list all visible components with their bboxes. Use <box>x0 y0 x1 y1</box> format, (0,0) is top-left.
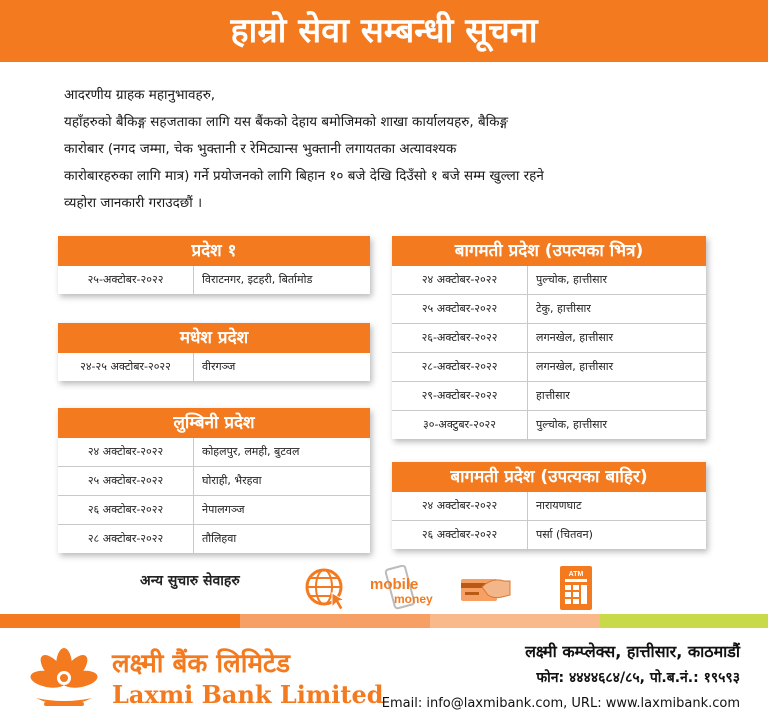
intro-greeting: आदरणीय ग्राहक महानुभावहरु, <box>64 87 216 103</box>
table-row <box>392 521 706 549</box>
row-date: २६-अक्टोबर-२०२२ <box>392 324 528 352</box>
table-row <box>58 525 370 553</box>
stripe-segment <box>430 614 600 628</box>
mobile-money-top: mobile <box>370 576 419 593</box>
row-date: २४ अक्टोबर-२०२२ <box>392 492 528 520</box>
laxmi-bank-logo-icon <box>28 646 100 722</box>
row-place: वीरगञ्ज <box>202 360 236 373</box>
row-place: पुल्चोक, हात्तीसार <box>536 273 607 286</box>
panel-madhesh <box>58 323 370 381</box>
stripe-segment <box>600 614 768 628</box>
bank-address: लक्ष्मी कम्प्लेक्स, हात्तीसार, काठमाडौं <box>525 642 740 661</box>
table-row <box>392 295 706 324</box>
mobile-money-bottom: money <box>394 592 433 606</box>
panel-title: मधेश प्रदेश <box>58 323 370 353</box>
table-row <box>392 492 706 521</box>
panel-title: बागमती प्रदेश (उपत्यका भित्र) <box>392 236 706 266</box>
panel-title: लुम्बिनी प्रदेश <box>58 408 370 438</box>
other-services <box>140 565 620 613</box>
row-place: विराटनगर, इटहरी, बिर्तामोड <box>202 273 313 286</box>
row-date: २५ अक्टोबर-२०२२ <box>58 467 194 495</box>
row-date: ३०-अक्टुबर-२०२२ <box>392 411 528 439</box>
stripe-segment <box>240 614 430 628</box>
bank-email-url: Email: info@laxmibank.com, URL: www.laxmibank.com <box>381 696 740 711</box>
panel-title: बागमती प्रदेश (उपत्यका बाहिर) <box>392 462 706 492</box>
row-place: लगनखेल, हात्तीसार <box>536 331 614 344</box>
table-row <box>58 353 370 381</box>
row-place: पुल्चोक, हात्तीसार <box>536 418 607 431</box>
table-row <box>58 266 370 294</box>
panel-bagmati-inside-valley <box>392 236 706 439</box>
row-place: नारायणघाट <box>536 499 582 512</box>
panel-province-1 <box>58 236 370 294</box>
row-date: २५ अक्टोबर-२०२२ <box>392 295 528 323</box>
row-date: २४ अक्टोबर-२०२२ <box>58 438 194 466</box>
row-date: २९-अक्टोबर-२०२२ <box>392 382 528 410</box>
row-place: तौलिहवा <box>202 532 237 545</box>
mobile-money-icon <box>368 565 438 615</box>
table-row <box>392 411 706 439</box>
notice-title-banner <box>0 0 768 62</box>
intro-line-2: कारोबार (नगद जम्मा, चेक भुक्तानी र रेमिट्यान्स भुक्तानी लगायतका अत्यावश्यक <box>64 141 457 157</box>
notice-title: हाम्रो सेवा सम्बन्धी सूचना <box>230 11 538 51</box>
row-place: घोराही, भैरहवा <box>202 474 262 487</box>
row-place: कोहलपुर, लमही, बुटवल <box>202 445 300 458</box>
bank-name-nepali: लक्ष्मी बैंक लिमिटेड <box>112 649 291 679</box>
atm-label: ATM <box>568 571 584 578</box>
row-date: २४ अक्टोबर-२०२२ <box>392 266 528 294</box>
internet-banking-icon <box>302 565 348 615</box>
table-row <box>58 467 370 496</box>
color-stripe <box>0 614 768 628</box>
table-row <box>392 353 706 382</box>
row-date: २६ अक्टोबर-२०२२ <box>58 496 194 524</box>
panel-title: प्रदेश १ <box>58 236 370 266</box>
services-label: अन्य सुचारु सेवाहरु <box>140 573 240 589</box>
row-date: २८ अक्टोबर-२०२२ <box>58 525 194 553</box>
intro-line-4: व्यहोरा जानकारी गराउदछौं । <box>64 195 203 211</box>
row-place: लगनखेल, हात्तीसार <box>536 360 614 373</box>
bank-phone: फोन: ४४४४६८४/८५, पो.ब.नं.: १९५९३ <box>536 670 740 686</box>
stripe-segment <box>0 614 240 628</box>
table-row <box>58 438 370 467</box>
intro-line-1: यहाँहरुको बैकिङ्ग सहजताका लागि यस बैंकको देहाय बमोजिमको शाखा कार्यालयहरु, बैकिङ्ग <box>64 114 509 130</box>
intro-text <box>64 82 724 217</box>
row-date: २४-२५ अक्टोबर-२०२२ <box>58 353 194 381</box>
row-date: २८-अक्टोबर-२०२२ <box>392 353 528 381</box>
card-icon <box>458 565 514 615</box>
table-row <box>392 324 706 353</box>
row-place: नेपालगञ्ज <box>202 503 245 516</box>
bank-name-english: Laxmi Bank Limited <box>112 680 384 709</box>
row-place: पर्सा (चितवन) <box>536 528 593 541</box>
panel-lumbini <box>58 408 370 553</box>
table-row <box>392 266 706 295</box>
row-date: २५-अक्टोबर-२०२२ <box>58 266 194 294</box>
table-row <box>392 382 706 411</box>
intro-line-3: कारोबारहरुका लागि मात्र) गर्ने प्रयोजनको लागि बिहान १० बजे देखि दिउँसो १ बजे सम्म खुल्ला रहने <box>64 168 544 184</box>
row-place: टेकु, हात्तीसार <box>536 302 591 315</box>
row-place: हात्तीसार <box>536 389 570 402</box>
panel-bagmati-outside-valley <box>392 462 706 549</box>
table-row <box>58 496 370 525</box>
row-date: २६ अक्टोबर-२०२२ <box>392 521 528 549</box>
atm-icon <box>558 565 594 615</box>
